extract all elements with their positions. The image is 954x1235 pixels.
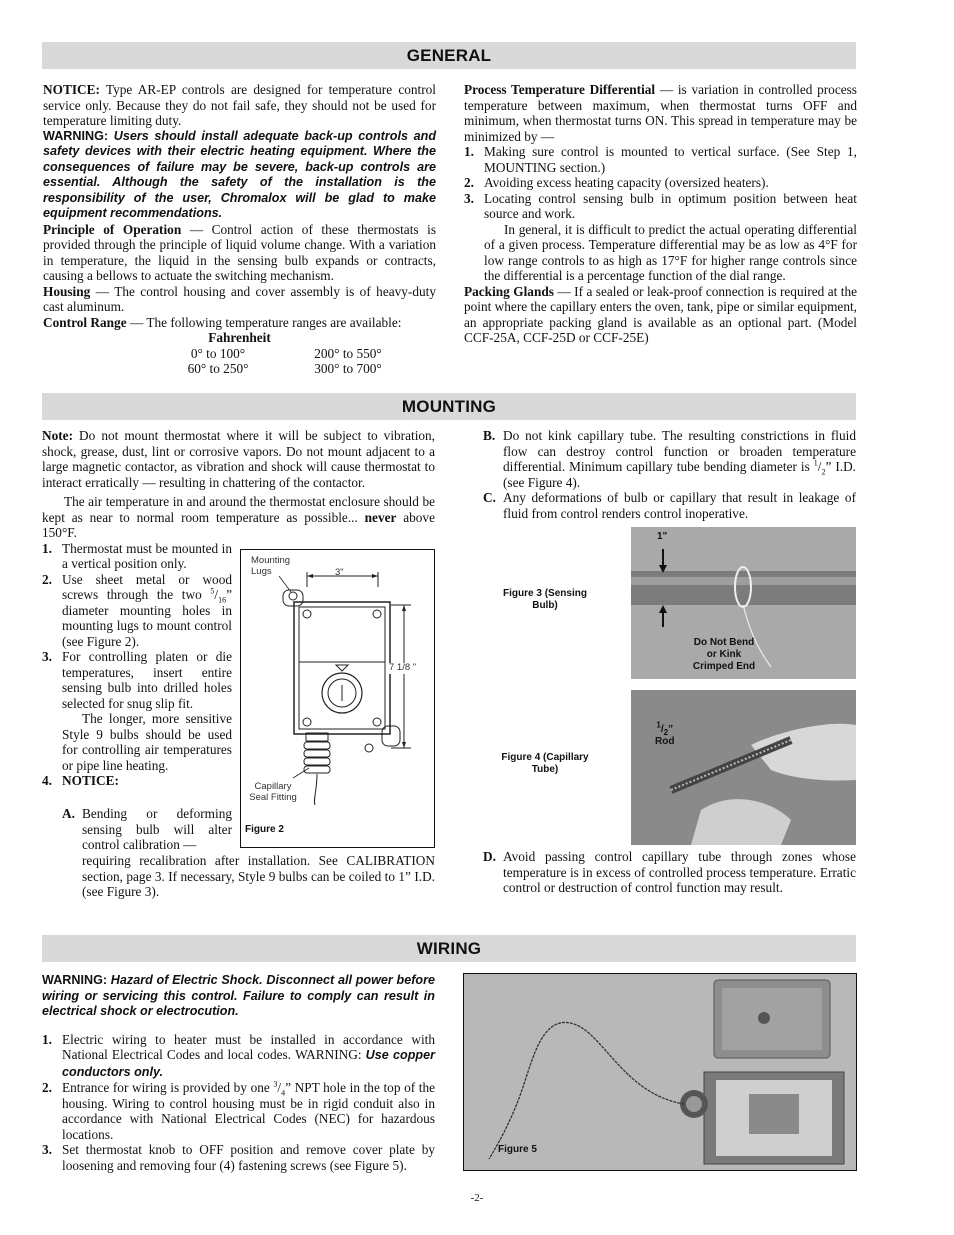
mounting-item-2: 2. Use sheet metal or wood screws through the two $^5/_{16}$” diameter mounting holes in mounting lugs to mount control (see Figure 2). — [42, 571, 232, 649]
mounting-item-1: 1. Thermostat must be mounted in a vertical position only. — [42, 540, 232, 571]
air-temperature-paragraph: The air temperature in and around the thermostat enclosure should be kept as near to normal room temperature as possible... never above 150°F. — [42, 494, 435, 540]
range-cell: 300° to 700° — [314, 361, 382, 376]
range-cell: 60° to 250° — [187, 361, 249, 376]
figure-2-box — [240, 549, 435, 848]
style9-note: The longer, more sensitive Style 9 bulbs should be used for controlling air temperatures or pipe line heating. — [62, 711, 232, 773]
mounting-item-b: B. Do not kink capillary tube. The resulting constrictions in fluid flow can destroy control function or broaden temperature differential. Minimum capillary tube bending diameter is $^1/_2$” I.D. (see Figure 4). — [483, 428, 856, 490]
item-a-text-top: Bending or deforming sensing bulb will alter control calibration — — [82, 806, 232, 852]
general-right-column — [464, 82, 857, 346]
height-dimension-label: 7 1/8 " — [389, 662, 417, 673]
differential-note: In general, it is difficult to predict the actual operating differential of a given process. Temperature differential may be as low as 4°F for low range controls to as high as 17°F for higher range controls since the differential is a percentage function of the dial range. — [484, 221, 857, 283]
item-a-text-rest: requiring recalibration after installation. See CALIBRATION section, page 3. If necessary, Style 9 bulbs can be coiled to 1” I.D. (see Figure 3). — [82, 853, 435, 899]
rod-label: $^1/_2$” Rod — [655, 720, 675, 747]
figure-2-caption: Figure 2 — [245, 824, 284, 835]
general-heading: GENERAL — [42, 42, 856, 69]
range-heading: Fahrenheit — [208, 330, 271, 345]
differential-paragraph: Process Temperature Differential — is variation in controlled process temperature between maximum, when thermostat turns OFF and minimum, when thermostat turns ON. This spread in temperature may be minimized by — — [464, 82, 857, 144]
figure-5-caption: Figure 5 — [498, 1144, 537, 1155]
figure-5-box — [463, 973, 857, 1171]
control-range-paragraph: Control Range — The following temperature ranges are available: — [43, 314, 402, 330]
sensing-bulb-photo — [631, 527, 856, 679]
wiring-heading: WIRING — [42, 935, 856, 962]
mounting-right-column — [483, 428, 856, 521]
figure-4-caption: Figure 4 (Capillary Tube) — [501, 752, 589, 775]
mounting-lugs-label: Mounting Lugs — [251, 555, 291, 577]
differential-item: 3. Locating control sensing bulb in optimum position between heat source and work. — [464, 190, 857, 221]
notice-paragraph: NOTICE: Type AR-EP controls are designed for temperature control service only. Because they do not fail safe, they should not be used for temperature limiting duty. — [43, 82, 436, 128]
differential-item: 1. Making sure control is mounted to vertical surface. (See Step 1, MOUNTING section.) — [464, 144, 857, 175]
figure-3-caption: Figure 3 (Sensing Bulb) — [503, 588, 587, 611]
wiring-item-2: 2. Entrance for wiring is provided by one $^3/_4$” NPT hole in the top of the housing. Wiring to control housing must be in rigid conduit also in accordance with National Electrical Codes (NEC) for hazardous locations. — [42, 1079, 436, 1142]
bulb-diameter-label: 1" — [657, 531, 668, 542]
range-cell: 200° to 550° — [314, 345, 382, 361]
capillary-fitting-label: Capillary Seal Fitting — [249, 781, 297, 803]
range-table — [153, 346, 413, 377]
mounting-item-d: D. Avoid passing control capillary tube through zones whose temperature is in excess of controlled process temperature. Erratic control or destruction of control function may result. — [483, 849, 856, 895]
general-warning: WARNING: Users should install adequate back-up controls and safety devices with their electric heating equipment. Where the consequences of failure may be severe, back-up controls are essential. Although the safety of the installation is the responsibility of the user, Chromalox will be glad to make equipment recommendations. — [43, 128, 437, 220]
width-dimension-label: 3" — [335, 567, 344, 578]
wiring-item-3: 3. Set thermostat knob to OFF position and remove cover plate by loosening and removing four (4) fastening screws (see Figure 5). — [42, 1142, 435, 1173]
wiring-left-column — [42, 973, 435, 1173]
differential-item: 2. Avoiding excess heating capacity (oversized heaters). — [464, 175, 769, 190]
capillary-tube-image — [631, 690, 856, 845]
capillary-tube-photo — [631, 690, 856, 845]
page-number: -2- — [470, 1192, 484, 1204]
mounting-item-3: 3. For controlling platen or die temperatures, insert entire sensing bulb into drilled holes selected for snug slip fit. — [42, 649, 232, 711]
open-thermostat-photo — [464, 974, 856, 1170]
mounting-item-d-column — [483, 849, 856, 896]
wiring-warning: WARNING: Hazard of Electric Shock. Disconnect all power before wiring or servicing this control. Failure to comply can result in electrical shock or electrocution. — [42, 973, 435, 1018]
packing-paragraph: Packing Glands — If a sealed or leak-proof connection is required at the point where the capillary enters the oven, tank, pipe or similar equipment, an appropriate packing gland is available as an optional part. (Model CCF-25A, CCF-25D or CCF-25E) — [464, 283, 858, 345]
do-not-bend-label: Do Not Bend or Kink Crimped End — [692, 637, 756, 672]
mounting-item-a: A. — [62, 806, 75, 821]
range-cell: 0° to 100° — [190, 345, 246, 361]
mounting-item-c: C. Any deformations of bulb or capillary that result in leakage of fluid from control renders control inoperative. — [483, 490, 856, 521]
housing-paragraph: Housing — The control housing and cover assembly is of heavy-duty cast aluminum. — [43, 283, 436, 314]
general-left-column — [43, 82, 436, 377]
wiring-item-1: 1. Electric wiring to heater must be installed in accordance with National Electrical Codes and local codes. WARNING: Use copper conductors only. — [42, 1031, 435, 1079]
mounting-item-4: 4. NOTICE: — [42, 773, 119, 788]
mounting-note: Note: Do not mount thermostat where it will be subject to vibration, shock, grease, dust, lint or corrosive vapors. Do not mount adjacent to a large magnetic contactor, as vibration and shock will cause thermostat to interact erratically — resulting in chattering of the contactor. — [42, 428, 436, 490]
mounting-heading: MOUNTING — [42, 393, 856, 420]
principle-paragraph: Principle of Operation — Control action of these thermostats is provided through the principle of liquid volume change. With a variation in temperature, the liquid in the sensing bulb expands or contracts, causing a bellows to actuate the switching mechanism. — [43, 221, 436, 283]
